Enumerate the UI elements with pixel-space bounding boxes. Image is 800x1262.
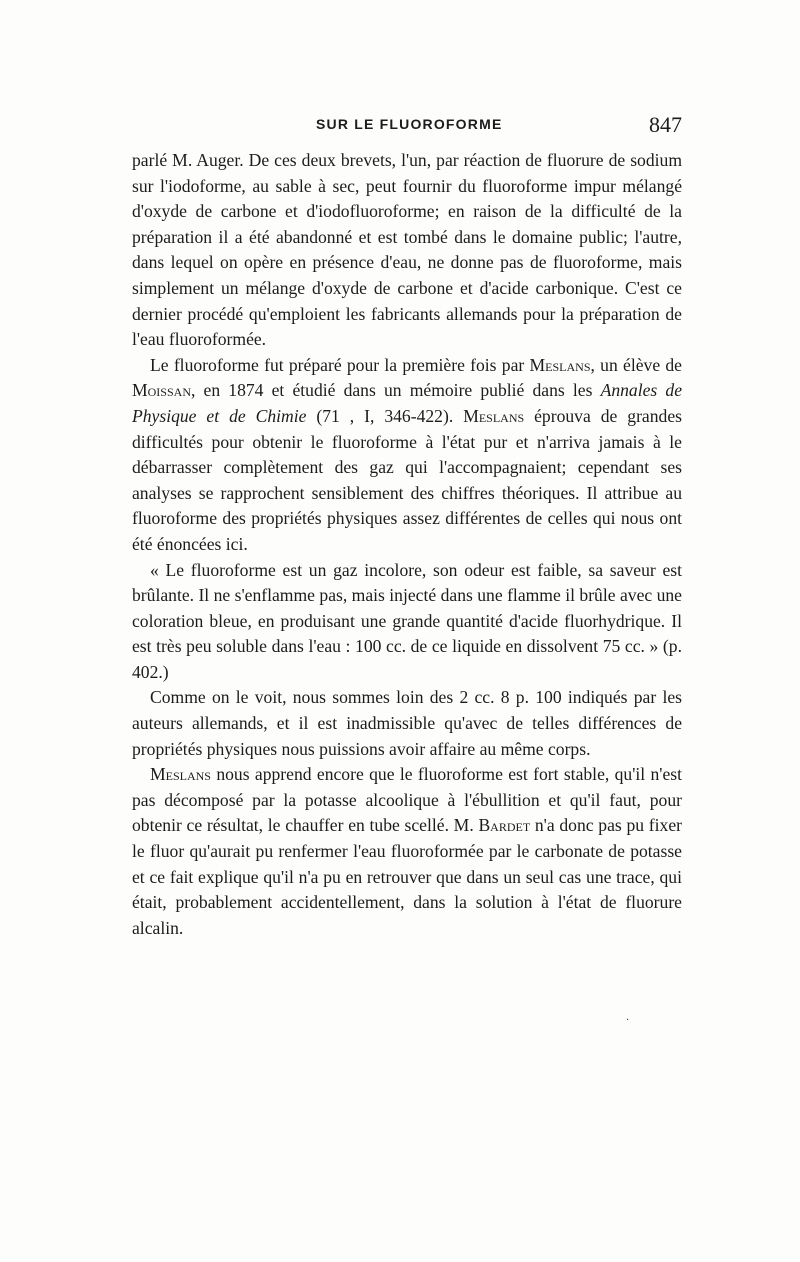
stray-ink-dot: . [626,1012,630,1023]
paragraph-2-text-a: Le fluoroforme fut préparé pour la première fois par [150,354,530,375]
page-body [132,148,682,941]
author-meslans: Meslans [529,354,591,375]
journal-title: Annales de Physique et de Chimie [132,380,683,426]
paragraph-3-quotation: « Le fluoroforme est un gaz incolore, son odeur est faible, sa saveur est brûlante. Il ne s'enflamme pas, mais injecté dans une flamme il brûle avec une coloration bleue, en produisant une grande quantité d'acide fluorhydrique. Il est très peu soluble dans l'eau : 100 cc. de ce liquide en dissolvent 75 cc. » (p. 402.) [132,559,682,682]
paragraph-5-text-a: nous apprend encore que le fluoroforme est fort stable, qu'il n'est pas décomposé par la potasse alcoolique à l'ébullition et qu'il faut, pour obtenir ce résultat, le chauffer en tube scellé. M. [132,764,682,836]
running-head: SUR LE FLUOROFORME [316,116,503,132]
paragraph-5 [132,762,682,941]
author-moissan: Moissan [132,380,191,401]
paragraph-2-text-d: (71 , I, 346-422). [306,405,464,426]
author-meslans-3: Meslans [150,764,211,785]
paragraph-2-text-e: éprouva de grandes difficultés pour obtenir le fluoroforme à l'état pur et n'arriva jamais à le débarrasser complètement des gaz qui l'accompagnaient; cependant ses analyses se rapprochent sensiblement des chiffres théoriques. Il attribue au fluoroforme des propriétés physiques assez différentes de celles qui nous ont été énoncées ici. [132,405,682,554]
author-bardet: Bardet [478,815,531,836]
page-number: 847 [649,112,682,137]
paragraph-2-text-c: , en 1874 et étudié dans un mémoire publié dans les [191,380,601,401]
paragraph-2-text-b: , un élève de [590,354,682,375]
page-header [132,114,682,138]
paragraph-4: Comme on le voit, nous sommes loin des 2 cc. 8 p. 100 indiqués par les auteurs allemands, et il est inadmissible qu'avec de telles différences de propriétés physiques nous puissions avoir affaire au même corps. [132,687,682,759]
paragraph-5-text-b: n'a donc pas pu fixer le fluor qu'aurait pu renfermer l'eau fluoroformée par le carbonate de potasse et ce fait explique qu'il n'a pu en retrouver que dans un seul cas une trace, qui était, probablement accidentellement, dans la solution à l'état de fluorure alcalin. [132,815,682,938]
paragraph-2 [132,353,682,558]
author-meslans-2: Meslans [463,405,525,426]
paragraph-1: parlé M. Auger. De ces deux brevets, l'un, par réaction de fluorure de sodium sur l'iodoforme, au sable à sec, peut fournir du fluoroforme impur mélangé d'oxyde de carbone et d'iodofluoroforme; en raison de la difficulté de la préparation il a été abandonné et est tombé dans le domaine public; l'autre, dans lequel on opère en présence d'eau, ne donne pas de fluoroforme, mais simplement un mélange d'oxyde de carbone et d'acide carbonique. C'est ce dernier procédé qu'emploient les fabricants allemands pour la préparation de l'eau fluoroformée. [132,150,682,350]
